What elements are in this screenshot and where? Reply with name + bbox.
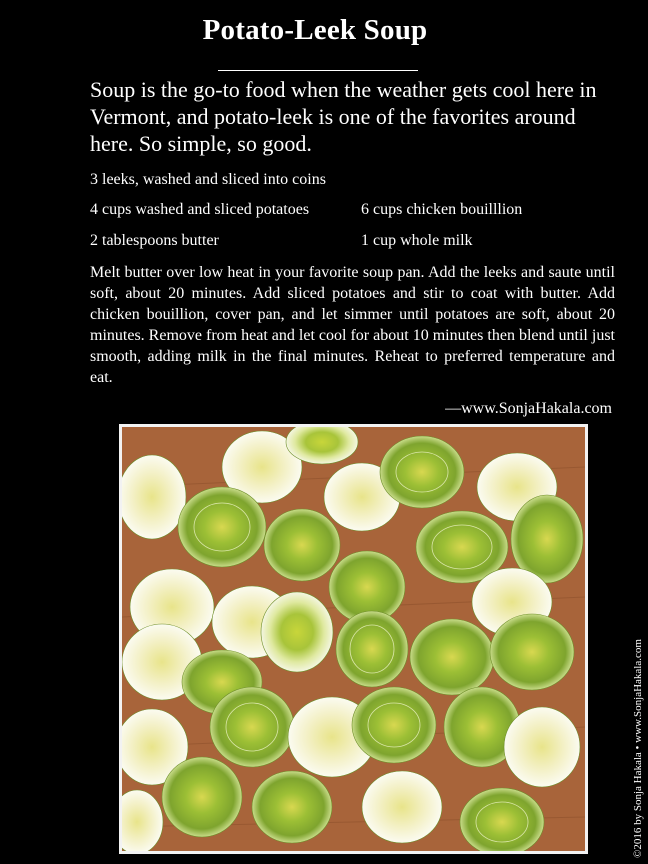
- recipe-method: Melt butter over low heat in your favorite soup pan. Add the leeks and saute until soft, about 20 minutes. Add sliced potatoes and stir to coat with butter. Add chicken bouillion, cover pan, and let simmer until potatoes are soft, about 20 minutes. Remove from heat and let cool for about 10 minutes then blend until just smooth, adding milk in the final minutes. Reheat to preferred temperature and eat.: [90, 264, 615, 386]
- website-credit: —www.SonjaHakala.com: [445, 400, 612, 417]
- copyright-notice: ©2016 by Sonja Hakala • www.SonjaHakala.com: [632, 639, 644, 858]
- ingredient-butter: 2 tablespoons butter: [90, 232, 219, 249]
- ingredient-potatoes: 4 cups washed and sliced potatoes: [90, 201, 310, 218]
- recipe-intro: Soup is the go-to food when the weather gets cool here in Vermont, and potato-leek is one of the favorites around here. So simple, so good.: [90, 77, 597, 156]
- ingredient-bouillion: 6 cups chicken bouilllion: [361, 201, 523, 218]
- leek-photo: [119, 424, 588, 854]
- title-divider: [218, 70, 418, 71]
- sliced-leeks-image: [122, 427, 585, 851]
- recipe-title: Potato-Leek Soup: [202, 14, 428, 46]
- ingredient-milk: 1 cup whole milk: [361, 232, 473, 249]
- ingredient-leeks: 3 leeks, washed and sliced into coins: [90, 171, 326, 188]
